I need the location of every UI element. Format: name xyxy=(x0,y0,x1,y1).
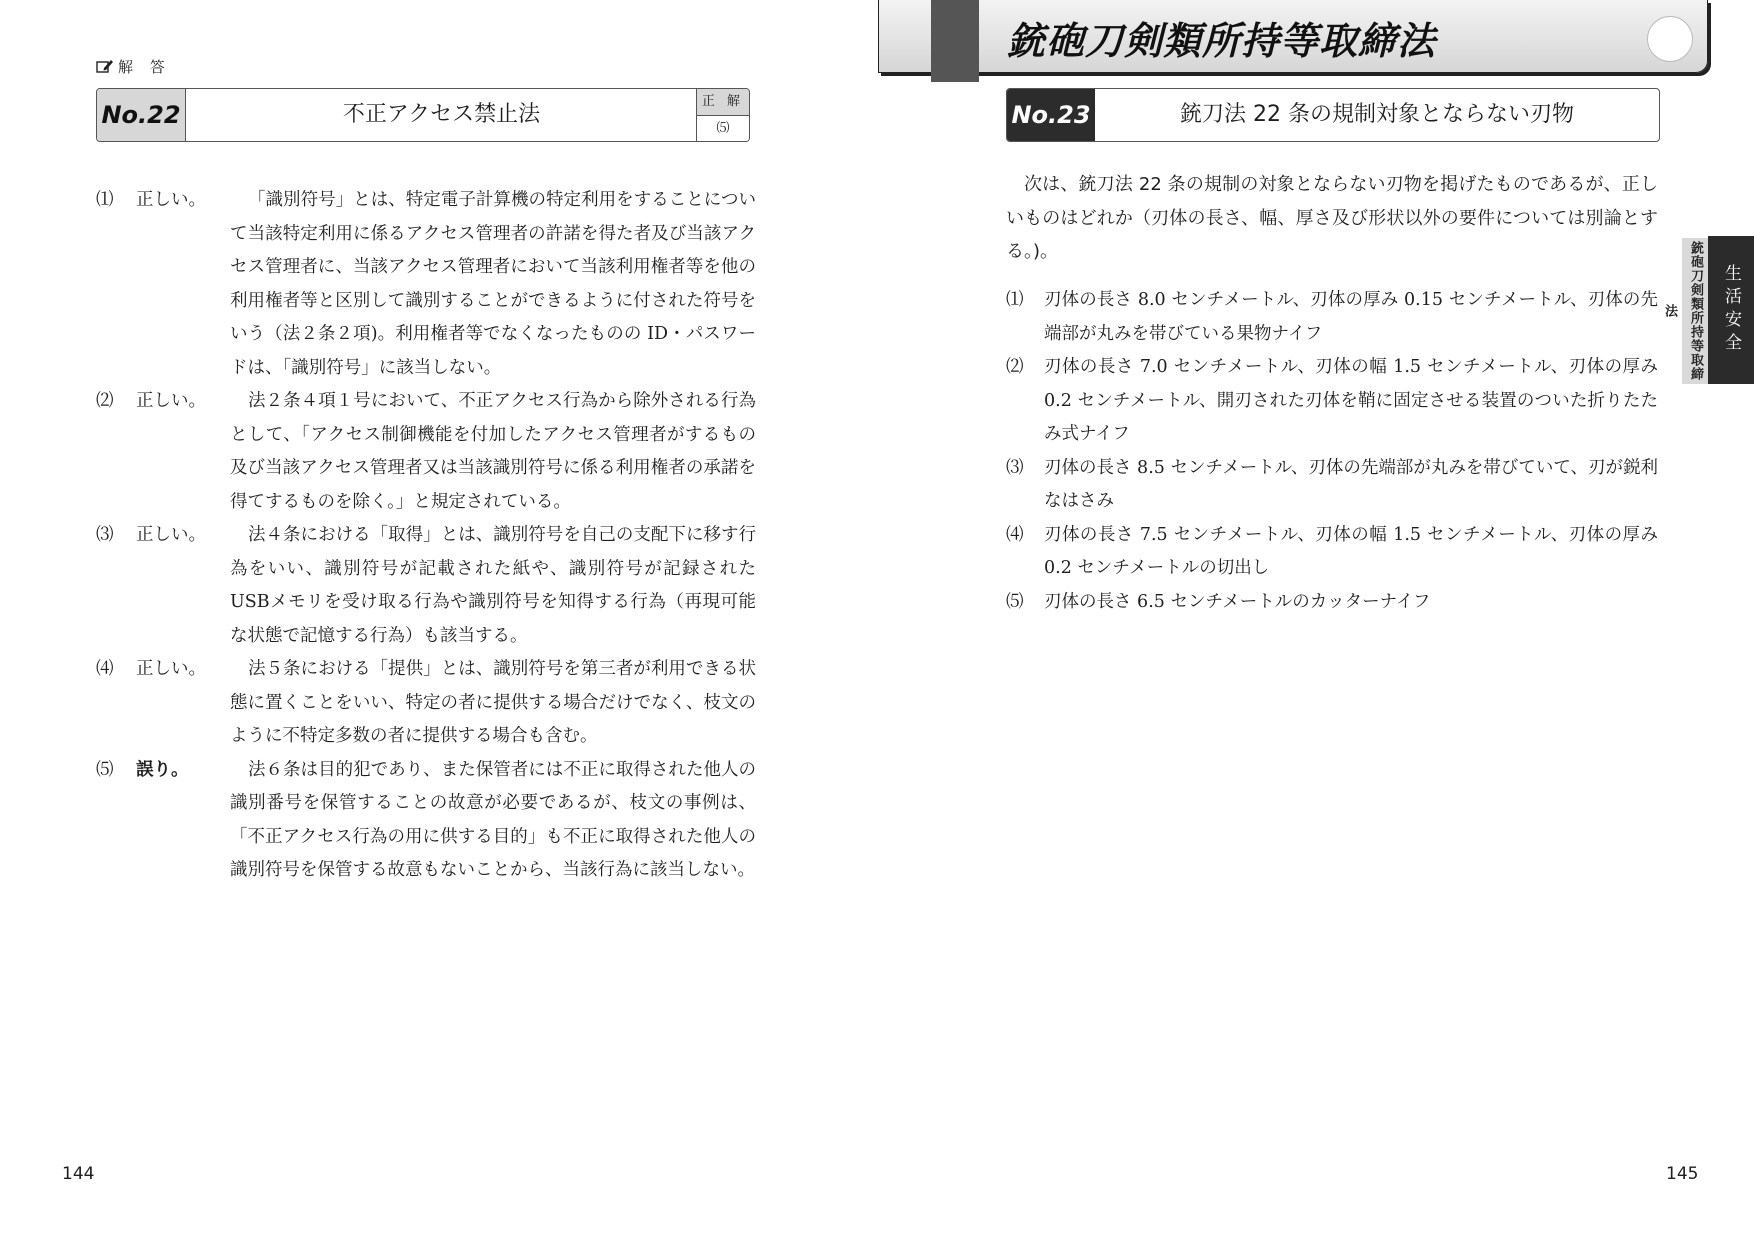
question-header-23 xyxy=(1006,88,1660,142)
answer-item-number: ⑸ xyxy=(96,759,114,780)
answer-item-verdict: 正しい。 xyxy=(136,391,206,411)
answer-item-text: 法４条における「取得」とは、識別符号を自己の支配下に移す行為をいい、識別符号が記載された紙や、識別符号が記録されたUSBメモリを受け取る行為や識別符号を知得する行為（再現可能な状態で記憶する行為）も該当する。 xyxy=(230,525,756,646)
answer-label-text: 解 答 xyxy=(118,58,171,76)
answer-item xyxy=(96,385,756,519)
answer-item-number: ⑵ xyxy=(96,391,114,411)
answer-item-verdict: 正しい。 xyxy=(136,525,206,545)
choice-text: 刃体の長さ 7.5 センチメートル、刃体の幅 1.5 センチメートル、刃体の厚み 0.2 センチメートルの切出し xyxy=(1044,524,1658,578)
answer-explanations xyxy=(96,184,756,888)
question-number: No.23 xyxy=(1007,89,1095,141)
chapter-title: 銃砲刀剣類所持等取締法 xyxy=(1007,19,1437,63)
answer-item xyxy=(96,653,756,754)
choice-item xyxy=(1006,452,1658,519)
chapter-circle-decoration xyxy=(1647,16,1693,62)
choice-text: 刃体の長さ 6.5 センチメートルのカッターナイフ xyxy=(1044,591,1431,612)
pencil-note-icon xyxy=(96,58,114,78)
answer-item-number: ⑶ xyxy=(96,525,114,545)
correct-answer-box xyxy=(696,89,749,141)
question-number: No.22 xyxy=(97,89,186,141)
question-text: 次は、銃刀法 22 条の規制の対象とならない刃物を掲げたものであるが、正しいものはどれか（刃体の長さ、幅、厚さ及び形状以外の要件については別論とする。)。 xyxy=(1006,174,1658,262)
answer-item-verdict: 正しい。 xyxy=(136,190,206,210)
choice-text: 刃体の長さ 8.0 センチメートル、刃体の厚み 0.15 センチメートル、刃体の先端部が丸みを帯びている果物ナイフ xyxy=(1044,290,1658,344)
choice-text: 刃体の長さ 8.5 センチメートル、刃体の先端部が丸みを帯びていて、刃が鋭利なはさみ xyxy=(1044,457,1659,511)
answer-item-verdict: 誤り。 xyxy=(136,759,189,780)
answer-item-text: 法６条は目的犯であり、また保管者には不正に取得された他人の識別番号を保管することの故意が必要であるが、枝文の事例は、「不正アクセス行為の用に供する目的」も不正に取得された他人の識別符号を保管する故意もないことから、当該行為に該当しない。 xyxy=(230,759,756,880)
choice-item xyxy=(1006,284,1658,351)
side-tab-chapter: 銃砲刀剣類所持等取締法 xyxy=(1682,238,1708,384)
answer-item xyxy=(96,184,756,385)
side-tab-section: 生活安全 xyxy=(1708,236,1754,384)
choice-item xyxy=(1006,519,1658,586)
choice-list xyxy=(1006,284,1658,619)
answer-item xyxy=(96,519,756,653)
chapter-band-accent xyxy=(931,0,979,82)
chapter-title-band xyxy=(878,0,1708,73)
page-number-left: 144 xyxy=(62,1164,95,1184)
choice-number: ⑶ xyxy=(1006,457,1024,478)
question-title: 銃刀法 22 条の規制対象とならない刃物 xyxy=(1180,102,1574,127)
answer-item-text: 法５条における「提供」とは、識別符号を第三者が利用できる状態に置くことをいい、特定の者に提供する場合だけでなく、枝文のように不特定多数の者に提供する場合も含む。 xyxy=(230,659,756,746)
answer-item-text: 「識別符号」とは、特定電子計算機の特定利用をすることについて当該特定利用に係るアクセス管理者の許諾を得た者及び当該アクセス管理者に、当該アクセス管理者において当該利用権者等を他の利用権者等と区別して識別することができるように付された符号をいう（法２条２項)。利用権者等でなくなったものの ID・パスワードは、「識別符号」に該当しない。 xyxy=(230,190,756,378)
choice-number: ⑸ xyxy=(1006,591,1024,612)
choice-number: ⑵ xyxy=(1006,357,1024,377)
choice-item xyxy=(1006,351,1658,452)
answer-item-text: 法２条４項１号において、不正アクセス行為から除外される行為として、「アクセス制御機能を付加したアクセス管理者がするもの及び当該アクセス管理者又は当該識別符号に係る利用権者の承諾を得てするものを除く。」と規定されている。 xyxy=(230,391,756,512)
choice-number: ⑷ xyxy=(1006,524,1024,545)
answer-item-number: ⑷ xyxy=(96,659,114,679)
question-title: 不正アクセス禁止法 xyxy=(342,102,541,127)
page-number-right: 145 xyxy=(1666,1164,1699,1184)
choice-text: 刃体の長さ 7.0 センチメートル、刃体の幅 1.5 センチメートル、刃体の厚み 0.2 センチメートル、開刃された刃体を鞘に固定させる装置のついた折りたたみ式ナイフ xyxy=(1044,357,1658,444)
answer-item-number: ⑴ xyxy=(96,190,114,210)
answer-item-verdict: 正しい。 xyxy=(136,659,206,679)
correct-answer-value: ⑸ xyxy=(697,116,749,141)
choice-item xyxy=(1006,586,1658,620)
choice-number: ⑴ xyxy=(1006,290,1024,310)
correct-answer-label: 正 解 xyxy=(697,89,749,116)
question-header-22 xyxy=(96,88,750,142)
answer-item xyxy=(96,754,756,888)
answer-section-label xyxy=(96,56,171,78)
